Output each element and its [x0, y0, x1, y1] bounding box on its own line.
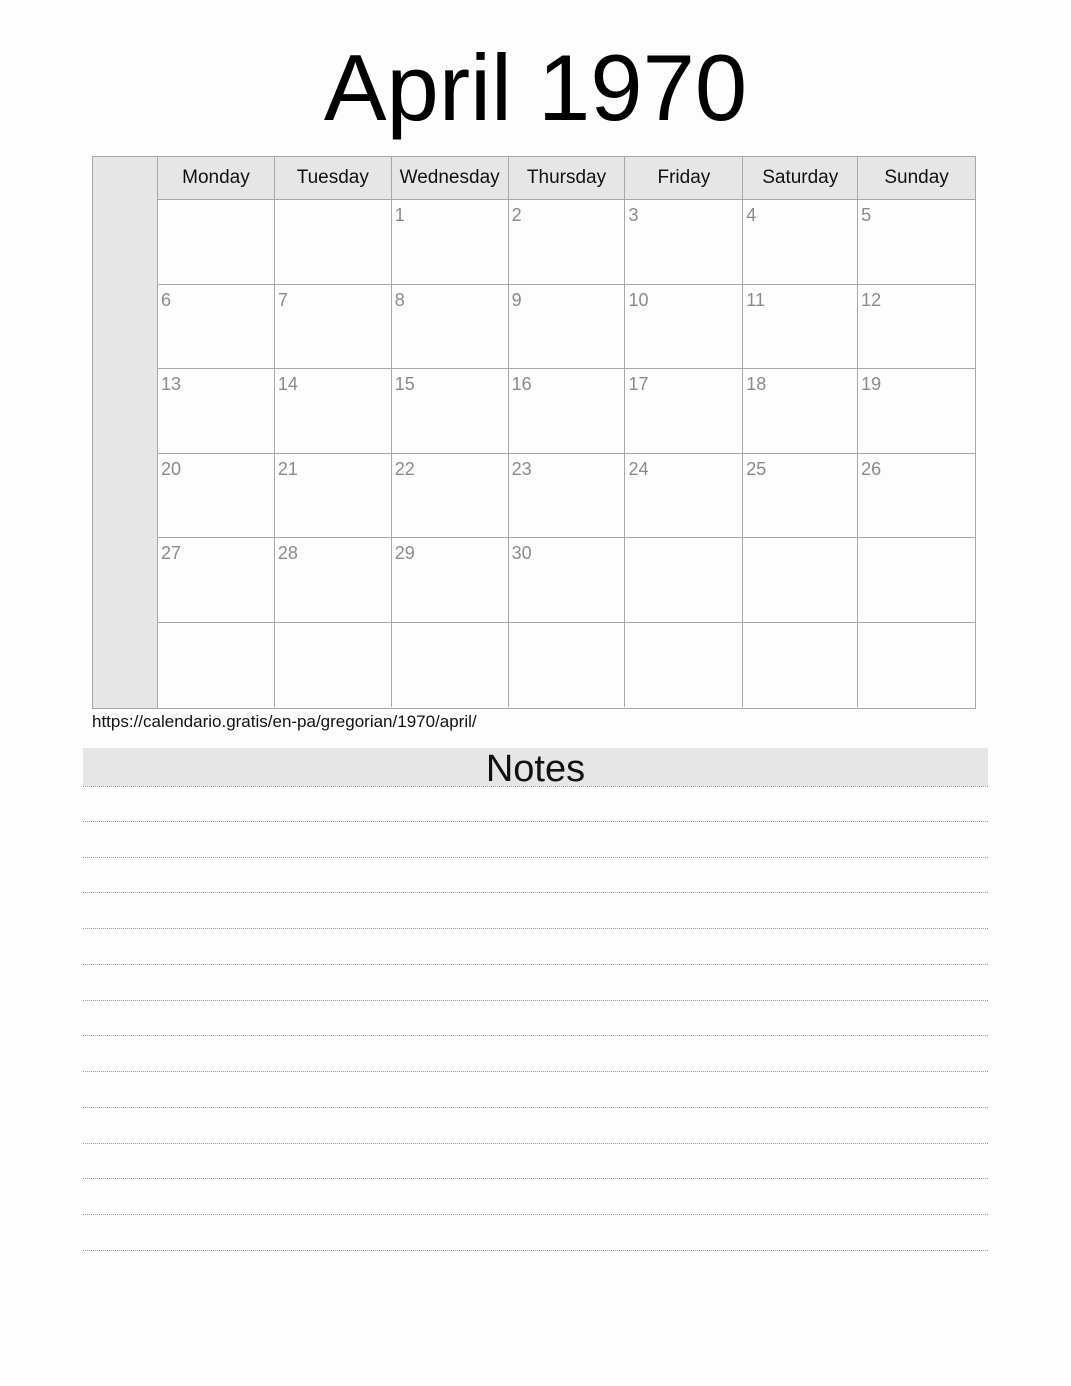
weekday-header: Tuesday: [275, 157, 392, 199]
day-cell: [392, 200, 509, 284]
day-number: 12: [861, 289, 882, 310]
day-cell: [275, 200, 392, 284]
day-number: 17: [628, 374, 649, 394]
day-cell: [275, 623, 392, 708]
day-cell: [743, 454, 858, 538]
day-cell: [158, 200, 275, 284]
day-number: 28: [277, 543, 298, 563]
weekday-header: Monday: [158, 157, 275, 199]
day-number: 9: [511, 289, 522, 310]
day-cell: [509, 369, 626, 453]
day-number: 7: [277, 289, 288, 310]
day-number: 5: [861, 205, 872, 225]
day-cell: [858, 369, 975, 453]
day-cell: [158, 623, 275, 708]
day-number: 18: [746, 374, 767, 394]
day-cell: [858, 200, 975, 284]
day-cell: [858, 623, 975, 708]
note-line: [83, 1108, 988, 1144]
day-cell: [858, 454, 975, 538]
day-cell: [275, 454, 392, 538]
day-cell: [858, 285, 975, 369]
day-cell: [625, 454, 743, 538]
note-line: [83, 1215, 988, 1251]
day-cell: [392, 538, 509, 622]
day-cell: [743, 538, 858, 622]
day-number: 11: [746, 289, 765, 310]
weekday-header-row: [158, 157, 975, 200]
notes-lines: [83, 786, 988, 1251]
day-cell: [275, 285, 392, 369]
week-row: [158, 285, 975, 370]
weekday-header: Thursday: [509, 157, 626, 199]
day-cell: [743, 623, 858, 708]
day-cell: [392, 285, 509, 369]
note-line: [83, 786, 988, 822]
note-line: [83, 1144, 988, 1180]
day-number: 21: [277, 458, 298, 479]
day-number: 13: [161, 374, 182, 394]
weekday-header: Saturday: [743, 157, 858, 199]
note-line: [83, 1036, 988, 1072]
day-cell: [743, 200, 858, 284]
week-row: [158, 369, 975, 454]
source-url: https://calendario.gratis/en-pa/gregorian/1970/april/: [92, 712, 477, 731]
day-number: 6: [161, 289, 172, 310]
day-cell: [625, 285, 743, 369]
week-row: [158, 200, 975, 285]
day-number: 23: [511, 458, 532, 479]
note-line: [83, 929, 988, 965]
note-line: [83, 858, 988, 894]
day-cell: [858, 538, 975, 622]
day-number: 14: [277, 374, 298, 394]
day-number: 25: [746, 458, 767, 479]
day-number: 26: [861, 458, 882, 479]
note-line: [83, 1179, 988, 1215]
day-cell: [392, 454, 509, 538]
note-line: [83, 1072, 988, 1108]
day-number: 1: [394, 205, 405, 225]
note-line: [83, 1001, 988, 1037]
day-cell: [392, 369, 509, 453]
week-number-column: [93, 157, 158, 708]
day-number: 10: [628, 289, 649, 310]
day-cell: [392, 623, 509, 708]
day-number: 3: [628, 205, 639, 225]
day-cell: [275, 538, 392, 622]
day-number: 16: [511, 374, 532, 394]
day-cell: [509, 285, 626, 369]
week-row: [158, 454, 975, 539]
day-number: 20: [161, 458, 182, 479]
note-line: [83, 822, 988, 858]
day-number: 27: [161, 543, 182, 563]
day-number: 22: [394, 458, 415, 479]
day-cell: [509, 200, 626, 284]
day-cell: [158, 538, 275, 622]
day-cell: [625, 369, 743, 453]
day-number: 30: [511, 543, 532, 563]
day-cell: [625, 623, 743, 708]
day-cell: [275, 369, 392, 453]
note-line: [83, 893, 988, 929]
day-cell: [625, 200, 743, 284]
day-number: 19: [861, 374, 882, 394]
day-number: 2: [511, 205, 522, 225]
day-cell: [158, 454, 275, 538]
day-cell: [743, 285, 858, 369]
day-number: 8: [394, 289, 405, 310]
day-grid: [158, 200, 975, 708]
day-cell: [158, 285, 275, 369]
day-number: 29: [394, 543, 415, 563]
week-row: [158, 623, 975, 708]
day-number: 24: [628, 458, 649, 479]
week-row: [158, 538, 975, 623]
weekday-header: Sunday: [884, 167, 949, 188]
weekday-header: Wednesday: [392, 157, 509, 199]
weekday-header: Friday: [625, 157, 743, 199]
day-number: 15: [394, 374, 415, 394]
notes-heading: Notes: [83, 748, 988, 786]
day-number: 4: [746, 205, 757, 225]
page-title: April 1970: [323, 35, 748, 140]
day-cell: [509, 623, 626, 708]
day-cell: [509, 538, 626, 622]
day-cell: [158, 369, 275, 453]
calendar-grid: [92, 156, 976, 709]
day-cell: [625, 538, 743, 622]
day-cell: [509, 454, 626, 538]
day-cell: [743, 369, 858, 453]
note-line: [83, 965, 988, 1001]
